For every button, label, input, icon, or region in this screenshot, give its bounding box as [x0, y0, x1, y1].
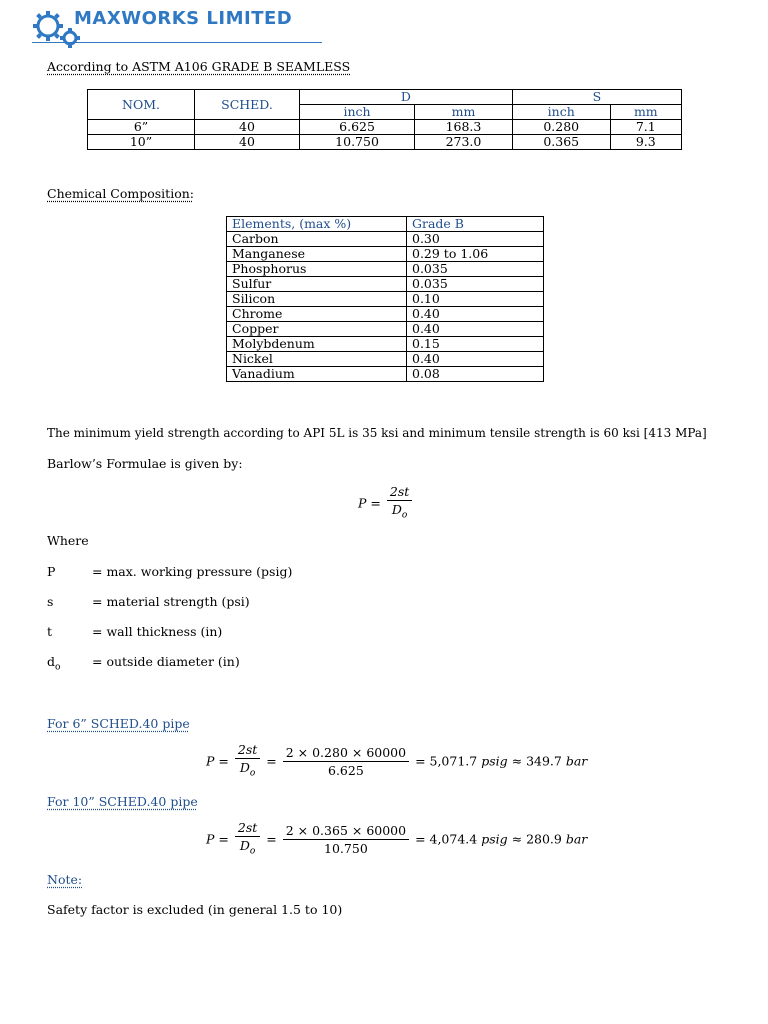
cell-sched: 40 [195, 135, 300, 150]
chemical-table [226, 216, 544, 382]
col-grade: Grade B [407, 217, 544, 232]
cell-element: Nickel [227, 352, 407, 367]
table-row [88, 135, 682, 150]
cell-value: 0.035 [407, 262, 544, 277]
header-rule [32, 42, 322, 43]
chemical-heading: Chemical Composition: [47, 186, 194, 201]
cell-s-mm: 7.1 [610, 120, 681, 135]
col-nom: NOM. [88, 90, 195, 120]
def-symbol: s [47, 594, 54, 609]
cell-value: 0.30 [407, 232, 544, 247]
where-text: Where [47, 533, 89, 548]
table-row [227, 232, 544, 247]
table-row [227, 292, 544, 307]
cell-nom: 10” [88, 135, 195, 150]
cell-d-inch: 10.750 [300, 135, 415, 150]
col-d-inch: inch [300, 105, 415, 120]
cell-sched: 40 [195, 120, 300, 135]
table-row [88, 120, 682, 135]
cell-element: Carbon [227, 232, 407, 247]
def-symbol: $d_o$ [47, 654, 61, 673]
yield-text: The minimum yield strength according to API 5L is 35 ksi and minimum tensile strength is 60 ksi [413 MPa] [47, 426, 707, 440]
standard-heading: According to ASTM A106 GRADE B SEAMLESS [47, 59, 351, 74]
cell-value: 0.035 [407, 277, 544, 292]
barlow-text: Barlow’s Formulae is given by: [47, 456, 243, 471]
cell-element: Sulfur [227, 277, 407, 292]
cell-element: Copper [227, 322, 407, 337]
calc10-formula: P = $\frac{2st}{D_o}$ = $\frac{2 \times 0.365 \times 60000}{10.750}$ = 4,074.4 psig ≈ 280.9 bar [206, 820, 588, 857]
formula-den: D [391, 502, 402, 517]
def-text: = material strength (psi) [92, 594, 250, 609]
table-row [227, 277, 544, 292]
company-logo [32, 6, 292, 52]
def-symbol: P [47, 564, 56, 579]
col-d-mm: mm [415, 105, 513, 120]
calc10-fraction [283, 822, 409, 857]
cell-value: 0.40 [407, 322, 544, 337]
table-row [227, 247, 544, 262]
table-row [227, 367, 544, 382]
cell-nom: 6” [88, 120, 195, 135]
col-s: S [512, 90, 681, 105]
table-row [227, 322, 544, 337]
table-row [227, 352, 544, 367]
cell-s-mm: 9.3 [610, 135, 681, 150]
calc10-den: 10.750 [324, 841, 368, 857]
def-text: = max. working pressure (psig) [92, 564, 293, 579]
logo-text: MAXWORKS LIMITED [74, 8, 293, 29]
note-label: Note: [47, 872, 83, 887]
table-row [227, 262, 544, 277]
def-text: = wall thickness (in) [92, 624, 223, 639]
cell-value: 0.08 [407, 367, 544, 382]
calc10-title: For 10” SCHED.40 pipe [47, 794, 198, 809]
cell-element: Manganese [227, 247, 407, 262]
dimensions-table [87, 89, 682, 150]
calc10-approx: ≈ 280.9 [511, 831, 562, 847]
safety-text: Safety factor is excluded (in general 1.5 to 10) [47, 902, 343, 917]
calc10-result: = 4,074.4 [415, 831, 478, 847]
cell-s-inch: 0.280 [512, 120, 610, 135]
cell-element: Phosphorus [227, 262, 407, 277]
formula-num: 2st [387, 483, 412, 501]
cell-value: 0.29 to 1.06 [407, 247, 544, 262]
def-symbol: t [47, 624, 53, 639]
cell-element: Chrome [227, 307, 407, 322]
formula-fraction [387, 483, 412, 525]
cell-value: 0.15 [407, 337, 544, 352]
calc6-approx: ≈ 349.7 [511, 753, 562, 769]
cell-d-inch: 6.625 [300, 120, 415, 135]
cell-d-mm: 273.0 [415, 135, 513, 150]
calc6-title: For 6” SCHED.40 pipe [47, 716, 190, 731]
cell-element: Molybdenum [227, 337, 407, 352]
formula-eq: = [370, 495, 381, 511]
calc6-num: 2 × 0.280 × 60000 [283, 744, 409, 762]
cell-value: 0.40 [407, 307, 544, 322]
formula-lhs: P [358, 495, 367, 511]
col-element: Elements, (max %) [227, 217, 407, 232]
calc6-result: = 5,071.7 [415, 753, 478, 769]
cell-value: 0.40 [407, 352, 544, 367]
def-text: = outside diameter (in) [92, 654, 240, 669]
calc6-formula: P = $\frac{2st}{D_o}$ = $\frac{2 \times 0.280 \times 60000}{6.625}$ = 5,071.7 psig ≈ 349.7 bar [206, 742, 588, 779]
barlow-formula [358, 483, 414, 525]
formula-den-sub: o [401, 510, 408, 521]
cell-value: 0.10 [407, 292, 544, 307]
calc6-den: 6.625 [328, 763, 364, 779]
table-row [227, 337, 544, 352]
cell-d-mm: 168.3 [415, 120, 513, 135]
col-d: D [300, 90, 513, 105]
col-sched: SCHED. [195, 90, 300, 120]
cell-element: Vanadium [227, 367, 407, 382]
calc10-num: 2 × 0.365 × 60000 [283, 822, 409, 840]
cell-element: Silicon [227, 292, 407, 307]
col-s-mm: mm [610, 105, 681, 120]
cell-s-inch: 0.365 [512, 135, 610, 150]
calc6-fraction [283, 744, 409, 779]
col-s-inch: inch [512, 105, 610, 120]
table-row [227, 307, 544, 322]
